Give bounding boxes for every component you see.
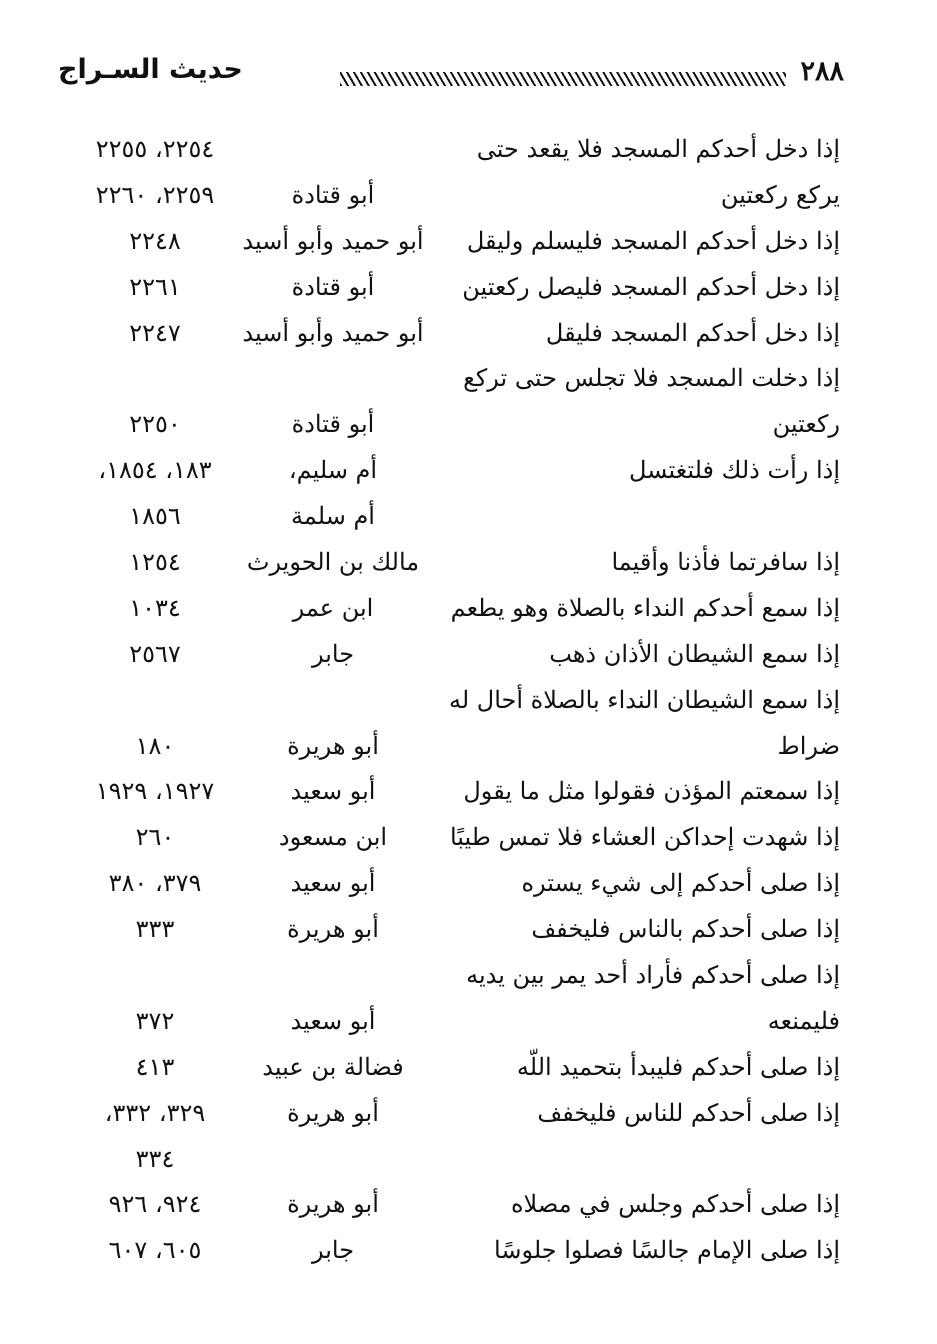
hadith-refs: ٢٦٠ xyxy=(135,823,175,852)
index-row xyxy=(0,313,937,359)
index-row xyxy=(0,221,937,267)
index-row xyxy=(0,771,937,817)
hadith-text: فليمنعه xyxy=(767,1006,840,1035)
index-row xyxy=(0,634,937,680)
hadith-text: إذا سمع أحدكم النداء بالصلاة وهو يطعم xyxy=(450,593,840,622)
narrator-name: فضالة بن عبيد xyxy=(262,1052,404,1081)
index-row xyxy=(0,863,937,909)
narrator-name: أبو هريرة xyxy=(287,1098,379,1127)
hadith-refs: ٢٢٤٨ xyxy=(129,226,181,255)
narrator-name: أبو هريرة xyxy=(287,915,379,944)
hadith-refs: ٩٢٤، ٩٢٦ xyxy=(108,1190,202,1219)
index-row xyxy=(0,1001,937,1047)
hadith-text: يركع ركعتين xyxy=(720,180,840,209)
hadith-text: إذا صلى أحدكم فأراد أحد يمر بين يديه xyxy=(466,961,840,990)
narrator-name: أبو حميد وأبو أسيد xyxy=(242,318,424,347)
hadith-text: إذا صلى أحدكم وجلس في مصلاه xyxy=(510,1190,840,1219)
narrator-name: أبو قتادة xyxy=(291,180,375,209)
narrator-name: أبو قتادة xyxy=(291,272,375,301)
hadith-text: إذا سافرتما فأذنا وأقيما xyxy=(611,548,840,577)
index-row xyxy=(0,817,937,863)
narrator-name: أم سلمة xyxy=(291,502,375,531)
hadith-refs: ٢٢٥٠ xyxy=(129,410,181,439)
index-row xyxy=(0,1139,937,1185)
hadith-refs: ٢٢٥٤، ٢٢٥٥ xyxy=(95,135,215,163)
hadith-text: إذا دخل أحدكم المسجد فليقل xyxy=(545,318,840,347)
narrator-name: أبو قتادة xyxy=(291,410,375,439)
hadith-refs: ٣٢٩، ٣٣٢، xyxy=(104,1098,206,1127)
index-row xyxy=(0,542,937,588)
hadith-text: إذا دخل أحدكم المسجد فلا يقعد حتى xyxy=(476,135,840,163)
hadith-text: إذا دخل أحدكم المسجد فليصل ركعتين xyxy=(462,272,840,301)
narrator-name: جابر xyxy=(311,639,355,668)
hadith-text: إذا سمعتم المؤذن فقولوا مثل ما يقول xyxy=(463,777,840,806)
hadith-text: إذا صلى أحدكم بالناس فليخفف xyxy=(531,915,840,944)
header-decorative-rule xyxy=(340,72,786,86)
hadith-refs: ٢٥٦٧ xyxy=(129,639,181,668)
narrator-name: أبو سعيد xyxy=(290,777,376,806)
index-row xyxy=(0,175,937,221)
hadith-refs: ٣٧٢ xyxy=(135,1006,175,1035)
hadith-text: إذا دخلت المسجد فلا تجلس حتى تركع xyxy=(463,364,840,393)
hadith-refs: ١٩٢٧، ١٩٢٩ xyxy=(95,777,215,806)
hadith-refs: ١٨٠ xyxy=(135,731,175,760)
hadith-text: إذا صلى أحدكم إلى شيء يستره xyxy=(521,869,840,898)
hadith-text: إذا رأت ذلك فلتغتسل xyxy=(628,456,840,485)
index-row xyxy=(0,726,937,772)
hadith-text: ركعتين xyxy=(772,410,840,439)
index-row xyxy=(0,358,937,404)
hadith-text: إذا شهدت إحداكن العشاء فلا تمس طيبًا xyxy=(449,823,840,852)
index-row xyxy=(0,496,937,542)
index-row xyxy=(0,267,937,313)
hadith-refs: ٢٢٤٧ xyxy=(129,318,181,347)
page-header xyxy=(58,52,844,96)
hadith-refs: ٣٣٤ xyxy=(135,1144,175,1173)
hadith-refs: ٤١٣ xyxy=(135,1052,175,1081)
hadith-text: إذا سمع الشيطان النداء بالصلاة أحال له xyxy=(448,685,840,714)
index-row xyxy=(0,404,937,450)
index-row xyxy=(0,1093,937,1139)
index-row xyxy=(0,680,937,726)
narrator-name: أبو سعيد xyxy=(290,869,376,898)
hadith-refs: ١٨٣، ١٨٥٤، xyxy=(98,456,212,485)
narrator-name: أبو هريرة xyxy=(287,731,379,760)
narrator-name: ابن عمر xyxy=(292,593,374,622)
index-row xyxy=(0,909,937,955)
narrator-name: أبو حميد وأبو أسيد xyxy=(242,226,424,255)
narrator-name: أبو هريرة xyxy=(287,1190,379,1219)
index-row xyxy=(0,1047,937,1093)
hadith-text: إذا صلى أحدكم للناس فليخفف xyxy=(537,1098,840,1127)
hadith-refs: ١٠٣٤ xyxy=(129,593,181,622)
index-list xyxy=(0,129,937,1276)
hadith-text: ضراط xyxy=(777,731,840,760)
narrator-name: ابن مسعود xyxy=(278,823,388,852)
hadith-refs: ٣٧٩، ٣٨٠ xyxy=(108,869,202,898)
narrator-name: جابر xyxy=(311,1236,355,1265)
hadith-text: إذا صلى الإمام جالسًا فصلوا جلوسًا xyxy=(494,1236,840,1265)
narrator-name: مالك بن الحويرث xyxy=(246,548,420,577)
hadith-refs: ١٨٥٦ xyxy=(129,502,181,531)
hadith-text: إذا صلى أحدكم فليبدأ بتحميد اللّه xyxy=(516,1052,840,1081)
hadith-text: إذا سمع الشيطان الأذان ذهب xyxy=(549,639,840,668)
narrator-name: أبو سعيد xyxy=(290,1006,376,1035)
hadith-refs: ٢٢٦١ xyxy=(129,272,181,301)
hadith-text: إذا دخل أحدكم المسجد فليسلم وليقل xyxy=(466,226,840,255)
index-row xyxy=(0,450,937,496)
narrator-name: أم سليم، xyxy=(288,456,378,485)
hadith-refs: ٣٣٣ xyxy=(135,915,175,944)
page-number: ٢٨٨ xyxy=(800,56,844,87)
book-title: حديث السـراج xyxy=(58,54,243,85)
hadith-refs: ١٢٥٤ xyxy=(129,548,181,577)
hadith-refs: ٦٠٥، ٦٠٧ xyxy=(108,1236,202,1265)
index-row xyxy=(0,955,937,1001)
index-row xyxy=(0,1230,937,1276)
index-row xyxy=(0,588,937,634)
index-row xyxy=(0,129,937,175)
hadith-refs: ٢٢٥٩، ٢٢٦٠ xyxy=(95,180,215,209)
index-row xyxy=(0,1184,937,1230)
